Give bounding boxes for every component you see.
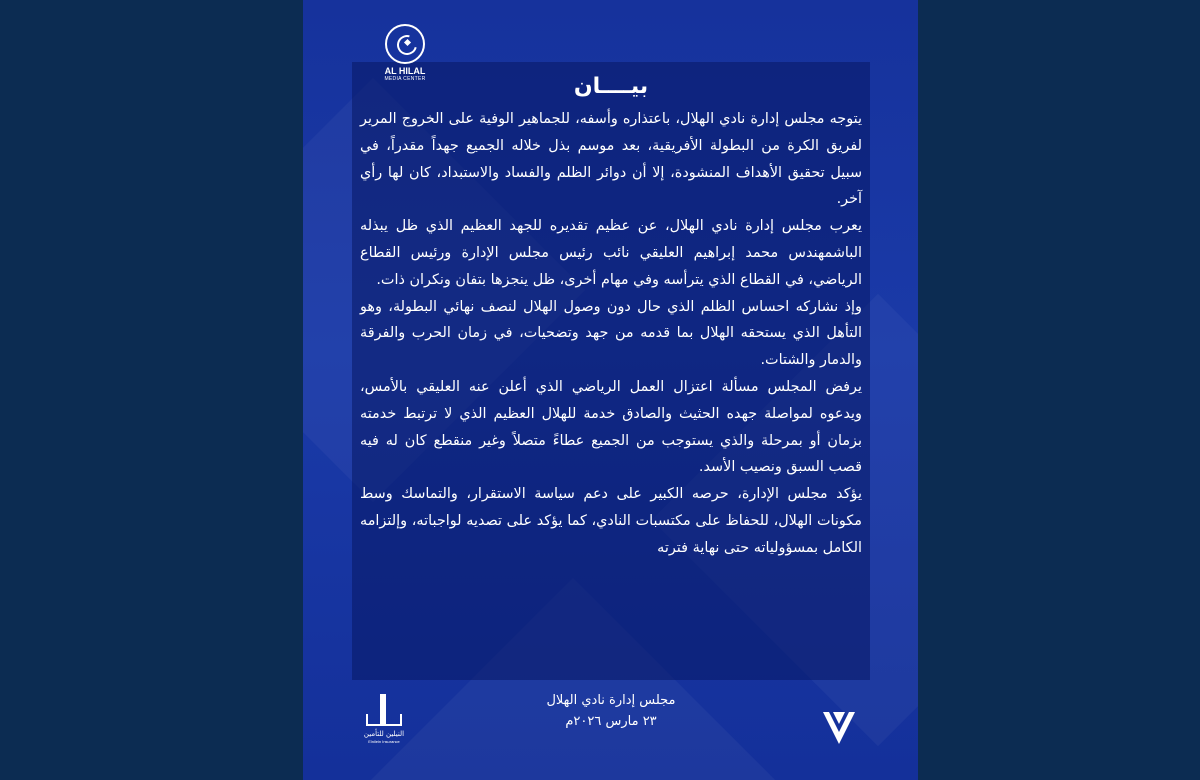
statement-body [360, 106, 862, 562]
umbro-like-chevron-icon [819, 708, 859, 748]
statement-paragraph: يرفض المجلس مسألة اعتزال العمل الرياضي الذي أعلن عنه العليقي بالأمس، ويدعوه لمواصلة جهده الحثيث والصادق خدمة للهلال العظيم الذي لا ترتبط خدمته بزمان أو بمرحلة والذي يستوجب من الجميع عطاءً متصلاً وغير منقطع كان له فيه قصب السبق ونصيب الأسد. [360, 378, 862, 476]
sponsor-name: النيلين للتأمين [363, 730, 405, 738]
statement-paragraph: يتوجه مجلس إدارة نادي الهلال، باعتذاره وأسفه، للجماهير الوفية على الخروج المرير لفريق الكرة من البطولة الأفريقية، بعد موسم بذل خلاله الجميع جهداً مقدراً، في سبيل تحقيق الأهداف المنشودة، إلا أن دوائر الظلم والفساد والاستبداد، كان لها رأي آخر. [360, 111, 862, 208]
logo-subtitle: MEDIA CENTER [384, 76, 426, 82]
statement-paragraph: يؤكد مجلس الإدارة، حرصه الكبير على دعم سياسة الاستقرار، والتماسك وسط مكونات الهلال، للحفاظ على مكتسبات النادي، كما يؤكد على تصديه لواجباته، وإلتزامه الكامل بمسؤولياته حتى نهاية فترته [360, 486, 862, 556]
statement-title: بيــــان [573, 74, 649, 99]
nilein-insurance-logo-icon [362, 694, 406, 728]
statement-paragraph: وإذ نشاركه احساس الظلم الذي حال دون وصول الهلال لنصف نهائي البطولة، وهو التأهل الذي يستحقه الهلال بما قدمه من جهد وتضحيات، في زمان الحرب والفرقة والدمار والشتات. [360, 298, 862, 369]
sponsor-subtitle: Elnilein Insurance [368, 739, 400, 744]
statement-date: ٢٣ مارس ٢٠٢٦م [565, 714, 657, 729]
sponsor-logo [358, 694, 410, 745]
signature-name: مجلس إدارة نادي الهلال [546, 693, 676, 708]
statement-poster [303, 0, 918, 780]
statement-paragraph: يعرب مجلس إدارة نادي الهلال، عن عظيم تقديره للجهد العظيم الذي ظل يبذله الباشمهندس محمد إبراهيم العليقي نائب رئيس مجلس الإدارة ورئيس القطاع الرياضي، في القطاع الذي يترأسه وفي مهام أخرى، ظل ينجزها بتفان ونكران ذات. [360, 218, 862, 288]
crescent-emblem-icon [385, 24, 425, 64]
signature-block [352, 690, 870, 732]
logo-name: AL HILAL [384, 66, 426, 76]
